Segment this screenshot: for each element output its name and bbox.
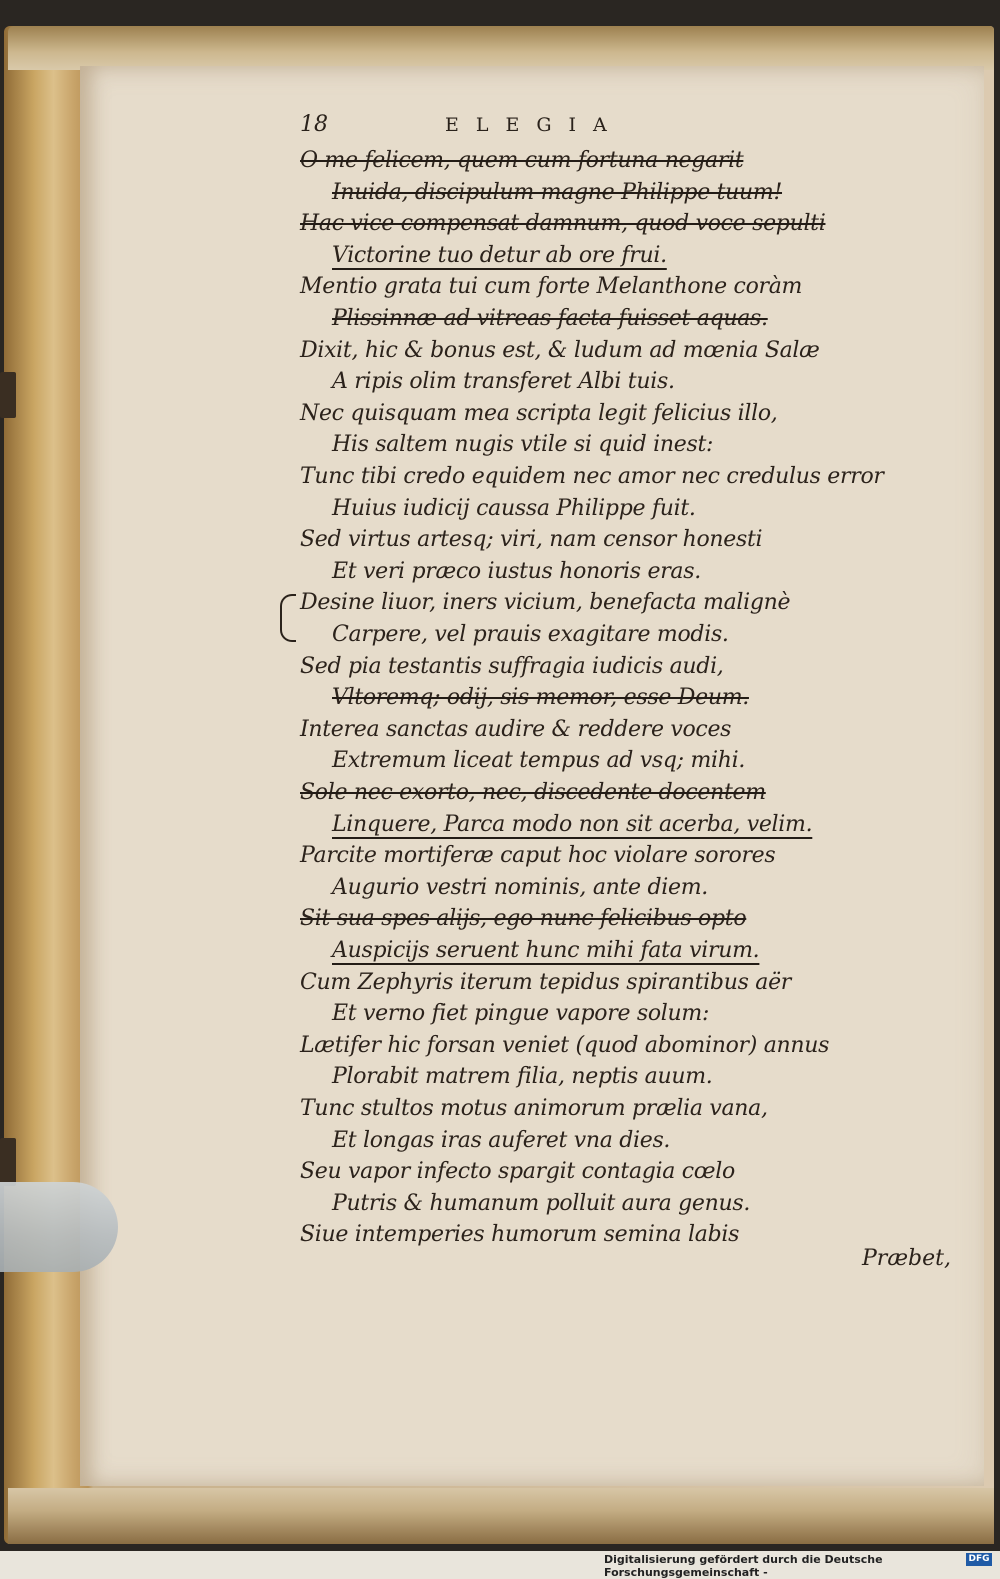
verse-line: Inuida, discipulum magne Philippe tuum! — [332, 179, 783, 205]
verse-line: Parcite mortiferæ caput hoc violare sorores — [300, 843, 776, 869]
verse-line: Siue intemperies humorum semina labis — [300, 1222, 740, 1248]
verse-line: Plissinnæ ad vitreas facta fuisset aquas. — [332, 306, 768, 331]
verse-line: Huius iudicij caussa Philippe fuit. — [332, 495, 696, 521]
digitization-credit: Digitalisierung gefördert durch die Deutsche Forschungsgemeinschaft - — [604, 1553, 883, 1579]
verse-line: Sed pia testantis suffragia iudicis audi, — [300, 653, 724, 679]
verse-line: Auspicijs seruent hunc mihi fata virum. — [332, 938, 760, 963]
verse-line: Tunc tibi credo equidem nec amor nec credulus error — [300, 464, 884, 489]
verse-line: Dixit, hic & bonus est, & ludum ad mœnia Salæ — [300, 337, 820, 363]
verse-line: Vltoremq; odij, sis memor, esse Deum. — [332, 685, 749, 711]
verse-line: Linquere, Parca modo non sit acerba, velim. — [332, 811, 813, 837]
verse-line: Et verno fiet pingue vapore solum: — [332, 1001, 710, 1027]
verse-line: Lætifer hic forsan veniet (quod abominor) annus — [300, 1032, 830, 1058]
verse-line: Augurio vestri nominis, ante diem. — [332, 874, 708, 900]
dfg-logo: DFG — [966, 1553, 992, 1566]
verse-line: Interea sanctas audire & reddere voces — [300, 716, 732, 742]
page-number: 18 — [300, 112, 328, 137]
verse-line: Seu vapor infecto spargit contagia cœlo — [300, 1159, 735, 1185]
verse-line: Sole nec exorto, nec, discedente docentem — [300, 780, 766, 805]
verse-line: Cum Zephyris iterum tepidus spirantibus aër — [300, 969, 792, 995]
verse-line: Tunc stultos motus animorum prælia vana, — [300, 1096, 768, 1121]
verse-line: Hac vice compensat damnum, quod voce sepulti — [300, 211, 826, 237]
verse-line: Plorabit matrem filia, neptis auum. — [332, 1064, 713, 1090]
verse-line: Sit sua spes alijs, ego nunc felicibus opto — [300, 906, 747, 932]
margin-bracket-mark — [280, 594, 296, 642]
verse-line: O me felicem, quem cum fortuna negarit — [300, 148, 744, 173]
verse-line: Desine liuor, iners vicium, benefacta malignè — [300, 590, 791, 616]
verse-line: Sed virtus artesq; viri, nam censor honesti — [300, 527, 763, 553]
verse-line: Putris & humanum polluit aura genus. — [332, 1190, 751, 1216]
catchword: Præbet, — [862, 1246, 951, 1271]
verse-line: Nec quisquam mea scripta legit felicius illo, — [300, 400, 778, 426]
verse-line: Et veri præco iustus honoris eras. — [332, 558, 701, 584]
verse-line: His saltem nugis vtile si quid inest: — [332, 432, 714, 458]
verse-line: Extremum liceat tempus ad vsq; mihi. — [332, 748, 746, 774]
verse-line: A ripis olim transferet Albi tuis. — [332, 369, 675, 395]
running-title: ELEGIA — [445, 114, 624, 136]
verse-line: Et longas iras auferet vna dies. — [332, 1127, 671, 1153]
verse-line: Mentio grata tui cum forte Melanthone coràm — [300, 274, 803, 300]
verse-line: Carpere, vel prauis exagitare modis. — [332, 622, 729, 647]
verse-line: Victorine tuo detur ab ore frui. — [332, 242, 667, 268]
